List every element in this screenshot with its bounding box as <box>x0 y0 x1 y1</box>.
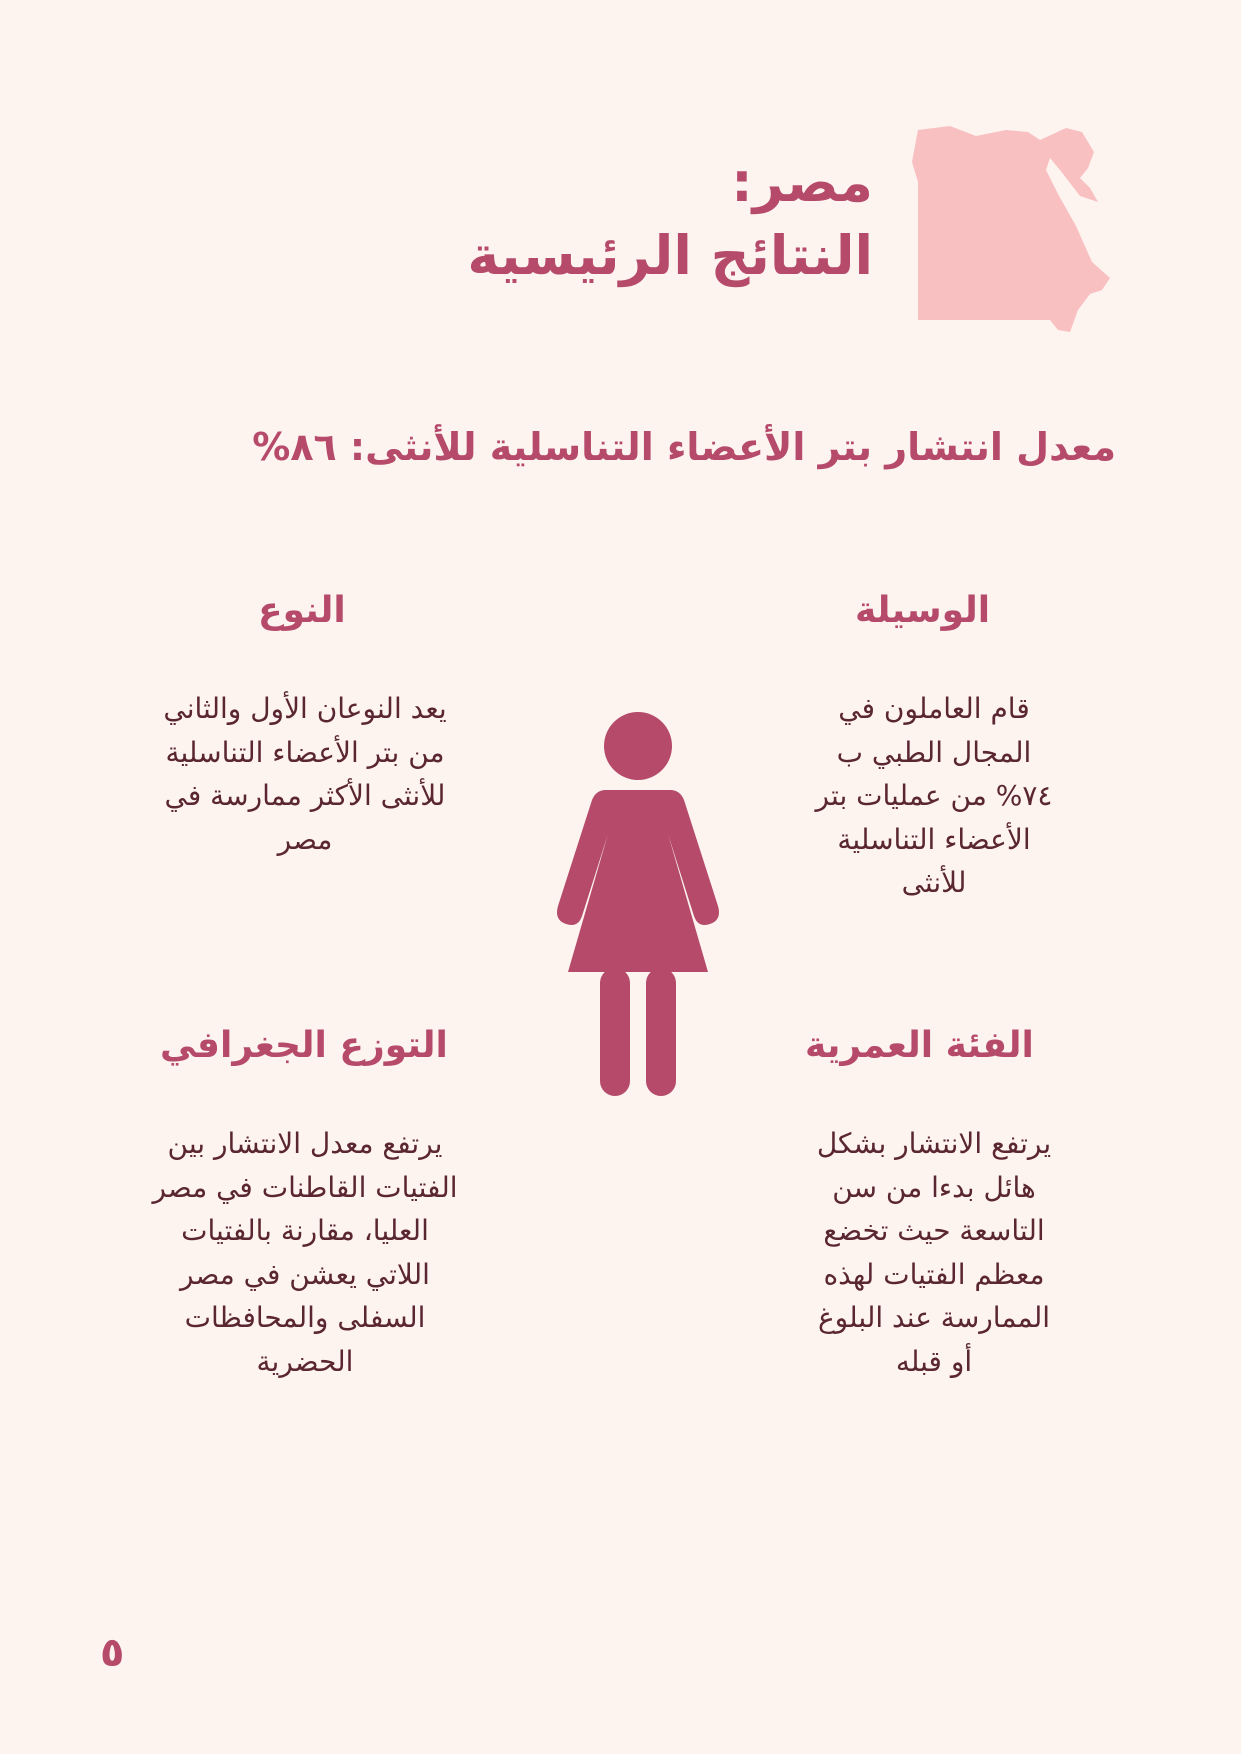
woman-figure-icon <box>548 710 728 1100</box>
method-heading: الوسيلة <box>855 590 991 631</box>
title-subtitle: النتائج الرئيسية <box>467 224 873 287</box>
type-text: يعد النوعان الأول والثاني من بتر الأعضاء التناسلية للأنثى الأكثر ممارسة في مصر <box>163 692 447 856</box>
type-heading: النوع <box>258 590 346 631</box>
age-heading: الفئة العمرية <box>805 1025 1034 1066</box>
page-title <box>467 148 873 294</box>
geography-text: يرتفع معدل الانتشار بين الفتيات القاطنات في مصر العليا، مقارنة بالفتيات اللاتي يعشن في مصر السفلى والمحافظات الحضرية <box>152 1127 458 1378</box>
prevalence-heading: معدل انتشار بتر الأعضاء التناسلية للأنثى: ٨٦% <box>252 425 1116 469</box>
title-country: مصر: <box>731 151 873 214</box>
egypt-map-icon <box>910 122 1118 334</box>
age-text: يرتفع الانتشار بشكل هائل بدءا من سن التاسعة حيث تخضع معظم الفتيات لهذه الممارسة عند البلوغ أو قبله <box>816 1127 1052 1378</box>
geography-heading: التوزع الجغرافي <box>160 1025 448 1066</box>
method-text: قام العاملون في المجال الطبي ب ٧٤% من عمليات بتر الأعضاء التناسلية للأنثى <box>815 692 1053 899</box>
page-number: ٥ <box>100 1630 125 1676</box>
